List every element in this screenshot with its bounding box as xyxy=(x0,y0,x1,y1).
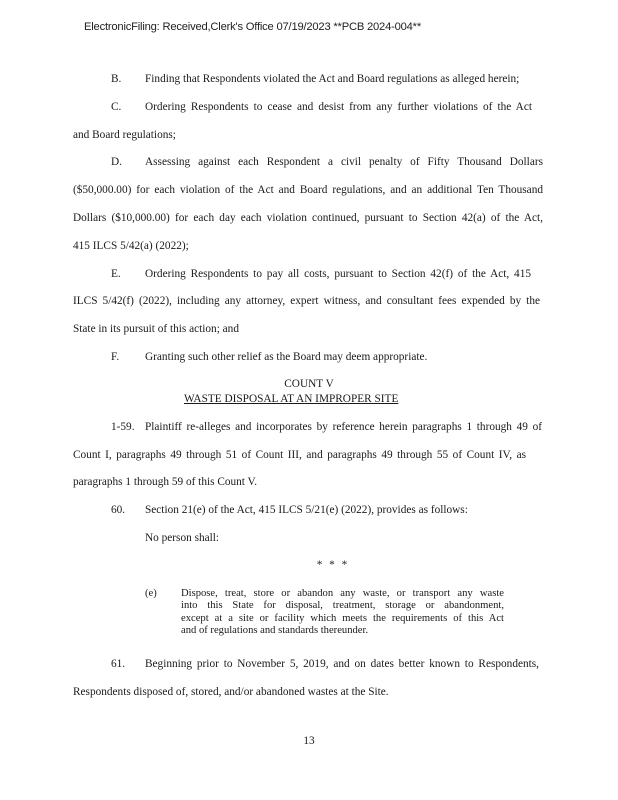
quote-line3: except at a site or facility which meets the requirements of this Act xyxy=(181,612,504,624)
item-c-label: C. xyxy=(111,101,122,113)
para-61-line2: Respondents disposed of, stored, and/or abandoned wastes at the Site. xyxy=(73,686,389,698)
item-b-label: B. xyxy=(111,73,122,85)
item-c-line1: Ordering Respondents to cease and desist from any further violations of the Act xyxy=(145,101,532,113)
para-60-label: 60. xyxy=(111,504,126,516)
electronic-filing-header: ElectronicFiling: Received,Clerk's Office 07/19/2023 **PCB 2024-004** xyxy=(84,21,421,33)
count-subtitle: WASTE DISPOSAL AT AN IMPROPER SITE xyxy=(184,393,399,405)
item-e-line2: ILCS 5/42(f) (2022), including any attorney, expert witness, and consultant fees expended by the xyxy=(73,295,540,307)
quote-line4: and of regulations and standards thereunder. xyxy=(181,625,369,637)
para-60-text: Section 21(e) of the Act, 415 ILCS 5/21(e) (2022), provides as follows: xyxy=(145,504,468,516)
item-e-label: E. xyxy=(111,268,121,280)
item-d-line1: Assessing against each Respondent a civil penalty of Fifty Thousand Dollars xyxy=(145,156,543,168)
quote-line1: Dispose, treat, store or abandon any waste, or transport any waste xyxy=(181,588,504,599)
quoted-statute xyxy=(181,588,504,638)
para-60-sub: No person shall: xyxy=(145,532,220,544)
item-d-line3: Dollars ($10,000.00) for each day each violation continued, pursuant to Section 42(a) of the Act, xyxy=(73,212,543,224)
para-61-line1: Beginning prior to November 5, 2019, and on dates better known to Respondents, xyxy=(145,658,539,670)
item-d-label: D. xyxy=(111,156,122,168)
item-f-label: F. xyxy=(111,351,120,363)
para-61-label: 61. xyxy=(111,658,126,670)
count-title: COUNT V xyxy=(284,378,334,390)
asterisks-separator: * * * xyxy=(316,559,350,571)
para-1-59-label: 1-59. xyxy=(111,421,135,433)
item-f-text: Granting such other relief as the Board may deem appropriate. xyxy=(145,351,428,363)
para-1-59-line3: paragraphs 1 through 59 of this Count V. xyxy=(73,476,258,488)
item-b-text: Finding that Respondents violated the Act and Board regulations as alleged herein; xyxy=(145,73,520,85)
item-e-line1: Ordering Respondents to pay all costs, pursuant to Section 42(f) of the Act, 415 xyxy=(145,268,531,280)
page-number: 13 xyxy=(303,735,315,747)
item-c-line2: and Board regulations; xyxy=(73,129,176,141)
item-d-line4: 415 ILCS 5/42(a) (2022); xyxy=(73,240,189,252)
quote-line2: into this State for disposal, treatment, storage or abandonment, xyxy=(181,600,504,612)
quote-label: (e) xyxy=(145,588,157,599)
para-1-59-line1: Plaintiff re-alleges and incorporates by reference herein paragraphs 1 through 49 of xyxy=(145,421,542,433)
para-1-59-line2: Count I, paragraphs 49 through 51 of Count III, and paragraphs 49 through 55 of Count IV, as xyxy=(73,449,526,461)
item-e-line3: State in its pursuit of this action; and xyxy=(73,323,239,335)
item-d-line2: ($50,000.00) for each violation of the Act and Board regulations, and an additional Ten Thousand xyxy=(73,184,543,196)
